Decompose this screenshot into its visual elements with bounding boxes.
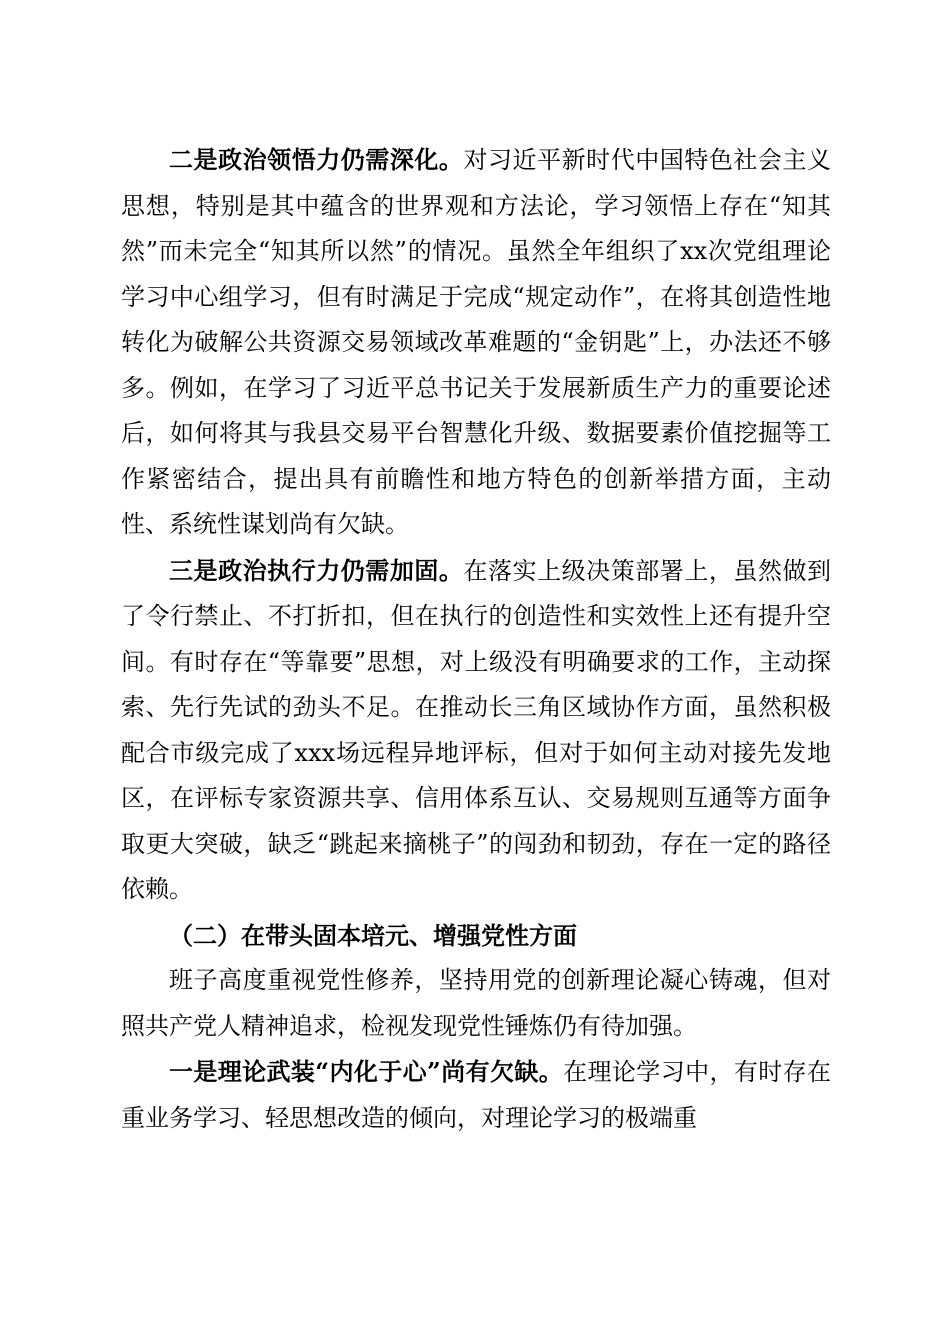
paragraph-lead: 三是政治执行力仍需加固。 xyxy=(169,555,464,585)
section-heading: （二）在带头固本培元、增强党性方面 xyxy=(169,920,577,950)
paragraph-political-understanding xyxy=(121,137,831,548)
paragraph-lead: 二是政治领悟力仍需深化。 xyxy=(169,145,464,174)
paragraph-text: 对习近平新时代中国特色社会主义思想，特别是其中蕴含的世界观和方法论，学习领悟上存在“知其然”而未完全“知其所以然”的情况。虽然全年组织了xx次党组理论学习中心组学习，但有时满足于完成“规定动作”，在将其创造性地转化为破解公共资源交易领域改革难题的“金钥匙”上，办法还不够多。例如，在学习了习近平总书记关于发展新质生产力的重要论述后，如何将其与我县交易平台智慧化升级、数据要素价值挖掘等工作紧密结合，提出具有前瞻性和地方特色的创新举措方面，主动性、系统性谋划尚有欠缺。 xyxy=(121,146,832,538)
paragraph-theory-armament xyxy=(121,1049,831,1141)
paragraph-lead: 一是理论武装“内化于心”尚有欠缺。 xyxy=(169,1057,564,1086)
paragraph-text: 在落实上级决策部署上，虽然做到了令行禁止、不打折扣，但在执行的创造性和实效性上还有提升空间。有时存在“等靠要”思想，对上级没有明确要求的工作，主动探索、先行先试的劲头不足。在推动长三角区域协作方面，虽然积极配合市级完成了xxx场远程异地评标，但对于如何主动对接先发地区，在评标专家资源共享、信用体系互认、交易规则互通等方面争取更大突破，缺乏“跳起来摘桃子”的闯劲和韧劲，存在一定的路径依赖。 xyxy=(121,556,832,903)
section-intro: 班子高度重视党性修养，坚持用党的创新理论凝心铸魂，但对照共产党人精神追求，检视发现党性锤炼仍有待加强。 xyxy=(121,966,831,1040)
paragraph-political-execution xyxy=(121,548,831,913)
document-body xyxy=(121,137,831,1141)
paragraph-text: 在理论学习中，有时存在重业务学习、轻思想改造的倾向，对理论学习的极端重 xyxy=(121,1058,832,1132)
